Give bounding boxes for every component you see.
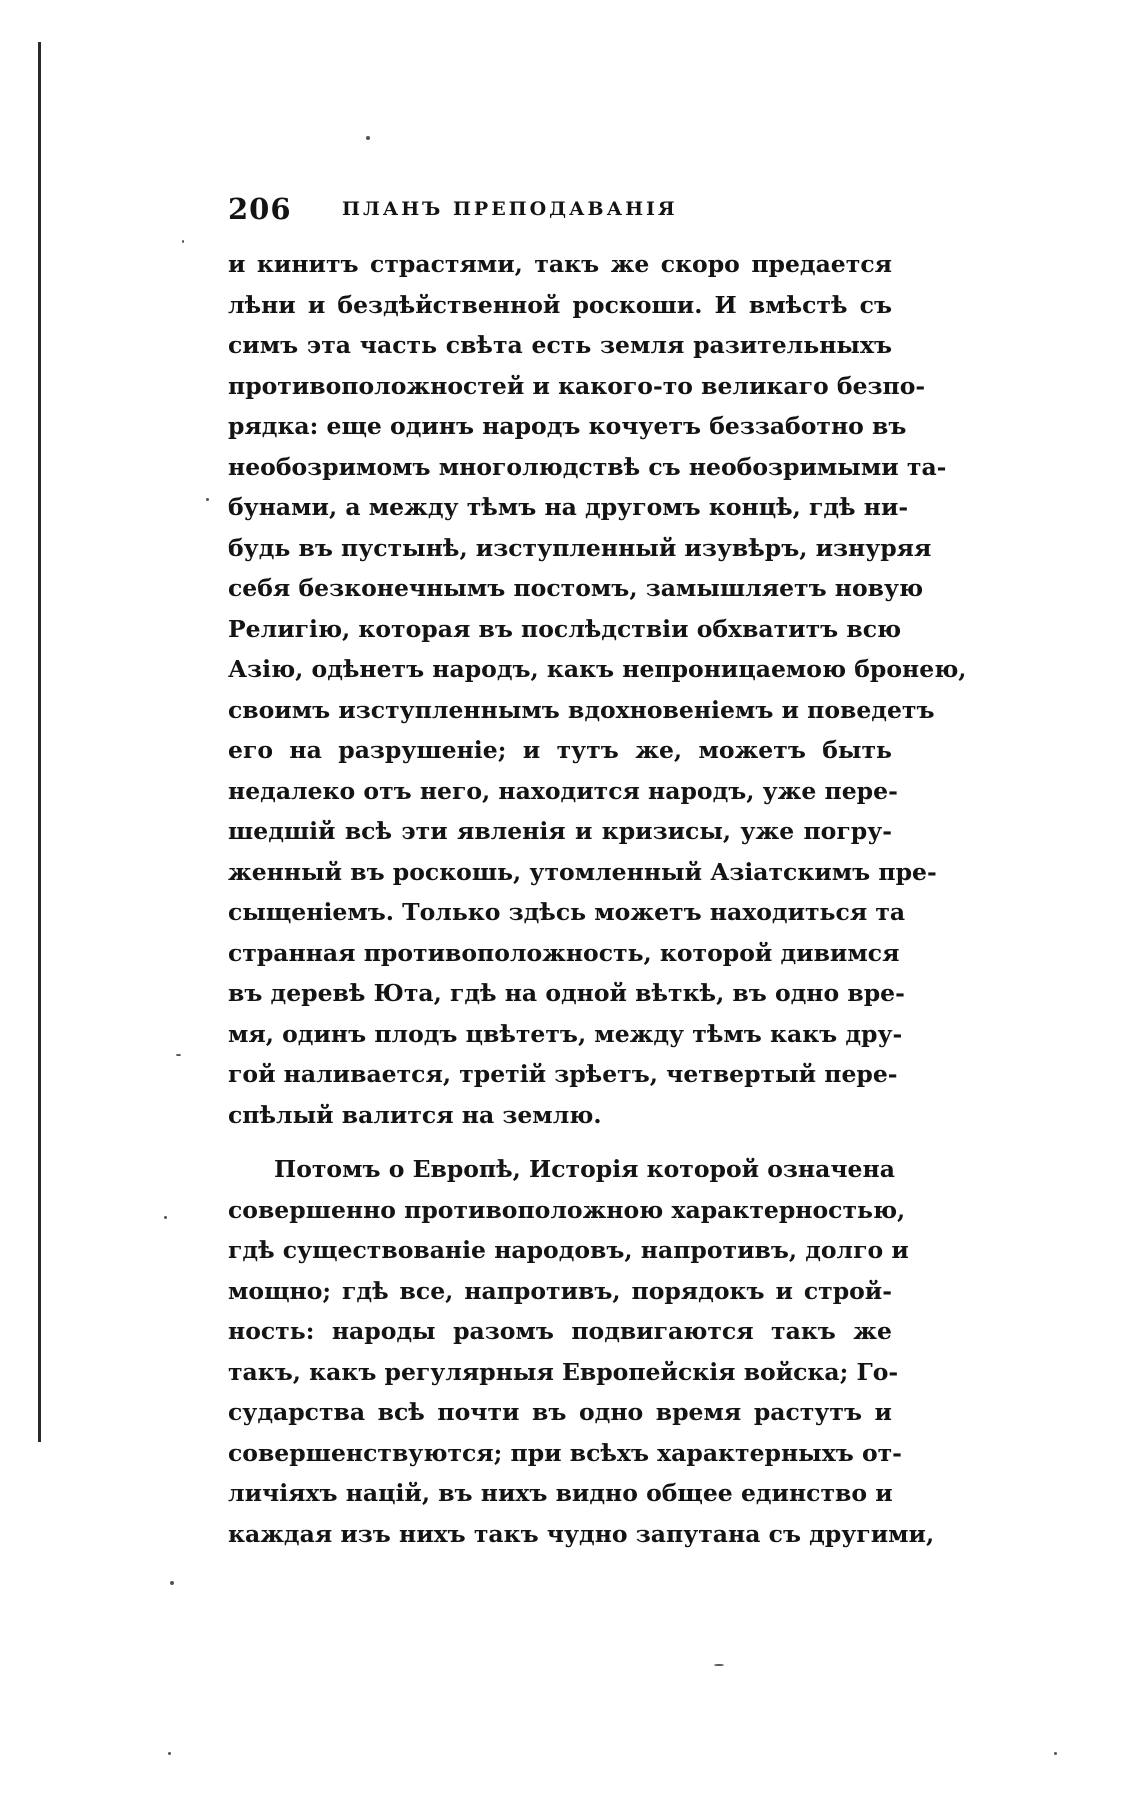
scan-speck — [176, 1054, 181, 1056]
scan-speck — [366, 136, 370, 140]
text-line: спѣлый валится на землю. — [228, 1100, 602, 1129]
text-line: лѣни и бездѣйственной роскоши. И вмѣстѣ съ — [228, 290, 892, 319]
text-line: рядка: еще одинъ народъ кочуетъ беззаботно въ — [228, 412, 907, 440]
text-line: каждая изъ нихъ такъ чудно запутана съ другими, — [228, 1519, 935, 1548]
text-line: необозримомъ многолюдствѣ съ необозримыми та- — [228, 452, 947, 481]
page-header — [228, 192, 888, 226]
paragraph-1 — [228, 244, 967, 1135]
text-line: сыщеніемъ. Только здѣсь можетъ находиться та — [228, 898, 906, 926]
text-line: себя безконечнымъ постомъ, замышляетъ новую — [228, 574, 924, 602]
text-line: совершенствуются; при всѣхъ характерныхъ от- — [228, 1438, 902, 1467]
text-line: недалеко отъ него, находится народъ, уже пере- — [228, 776, 898, 805]
text-line: въ деревѣ Юта, гдѣ на одной вѣткѣ, въ одно вре- — [228, 979, 905, 1007]
text-line: сударства всѣ почти въ одно время растутъ и — [228, 1398, 892, 1426]
running-head: ПЛАНЪ ПРЕПОДАВАНІЯ — [342, 198, 678, 220]
text-line: ность: народы разомъ подвигаются такъ же — [228, 1317, 892, 1345]
page-number: 206 — [228, 192, 292, 226]
text-line: шедшій всѣ эти явленія и кризисы, уже погру- — [228, 817, 892, 845]
text-line: странная противоположность, которой дивимся — [228, 938, 900, 967]
text-line: и кинитъ страстями, такъ же скоро предается — [228, 250, 892, 278]
text-line: гой наливается, третій зрѣетъ, четвертый пере- — [228, 1060, 898, 1088]
scan-speck — [182, 240, 184, 243]
scan-speck — [1054, 1752, 1057, 1755]
body-text — [228, 244, 967, 1554]
text-line: Азію, одѣнетъ народъ, какъ непроницаемою бронею, — [228, 655, 967, 683]
text-line: совершенно противоположною характерностью, — [228, 1195, 906, 1224]
text-line: его на разрушеніе; и тутъ же, можетъ быть — [228, 736, 892, 764]
text-line: противоположностей и какого-то великаго безпо- — [228, 371, 926, 400]
scan-speck — [714, 1664, 724, 1666]
scan-speck — [168, 1752, 171, 1755]
text-line: мощно; гдѣ все, напротивъ, порядокъ и строй- — [228, 1276, 892, 1305]
text-line: гдѣ существованіе народовъ, напротивъ, долго и — [228, 1236, 909, 1264]
scan-speck — [206, 498, 209, 501]
text-line: бунами, а между тѣмъ на другомъ концѣ, гдѣ ни- — [228, 493, 909, 521]
text-line: своимъ изступленнымъ вдохновеніемъ и поведетъ — [228, 695, 935, 724]
text-line: женный въ роскошь, утомленный Азіатскимъ пре- — [228, 857, 937, 886]
paragraph-gap — [228, 1135, 892, 1149]
paragraph-2 — [228, 1149, 935, 1554]
text-line: симъ эта часть свѣта есть земля разительныхъ — [228, 331, 892, 359]
text-line: мя, одинъ плодъ цвѣтетъ, между тѣмъ какъ дру- — [228, 1019, 903, 1048]
text-line: Религію, которая въ послѣдствіи обхватитъ всю — [228, 614, 902, 643]
text-line: Потомъ о Европѣ, Исторія которой означена — [274, 1155, 895, 1183]
scan-binding-edge — [38, 42, 41, 1442]
text-line: такъ, какъ регулярныя Европейскія войска; Го- — [228, 1357, 899, 1386]
text-line: личіяхъ націй, въ нихъ видно общее единство и — [228, 1479, 893, 1507]
text-line: будь въ пустынѣ, изступленный изувѣръ, изнуряя — [228, 533, 932, 562]
scan-speck — [164, 1216, 167, 1219]
scan-speck — [170, 1581, 174, 1585]
